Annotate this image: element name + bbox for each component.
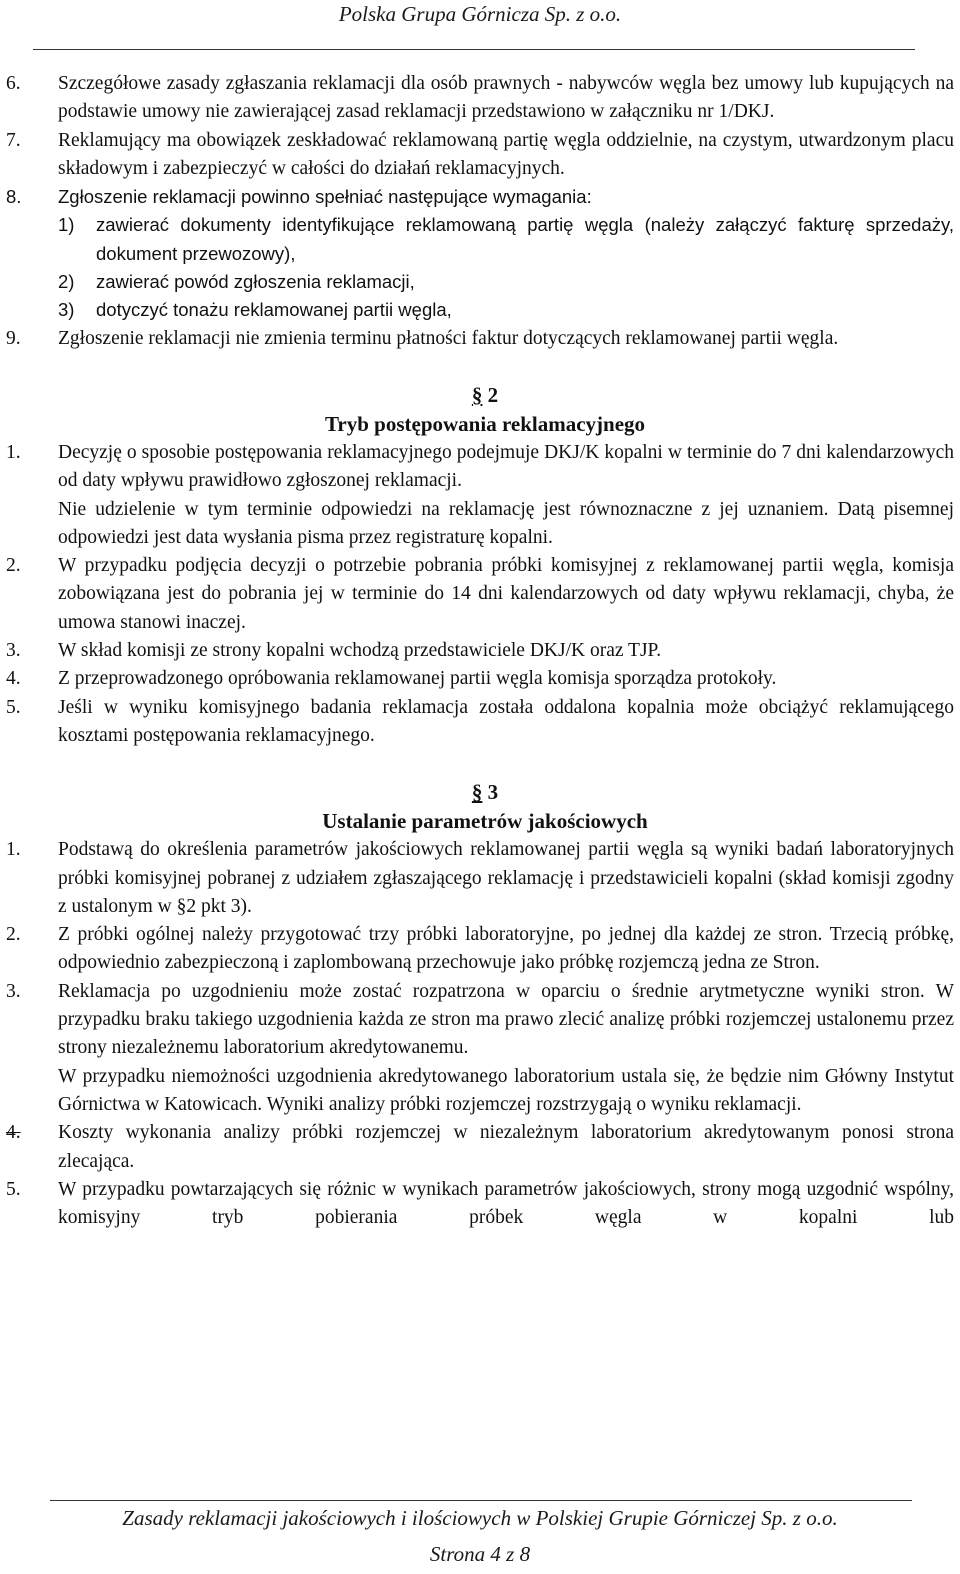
section-title: Tryb postępowania reklamacyjnego (324, 411, 646, 436)
item-number: 9. (6, 327, 21, 349)
item-number: 5. (6, 1178, 21, 1200)
item-text: Z przeprowadzonego opróbowania reklamowanej partii węgla komisja sporządza protokoły. (58, 668, 777, 690)
item-text: Zgłoszenie reklamacji nie zmienia terminu płatności faktur dotyczących reklamowanej partii węgla. (58, 327, 839, 349)
item-number: 6. (6, 73, 21, 94)
list-item (6, 694, 954, 751)
section-number-value: 3 (487, 780, 499, 805)
item-number: 8. (6, 186, 22, 208)
list-item (6, 70, 954, 127)
sub-item (58, 211, 954, 268)
list-item (6, 127, 954, 184)
sub-item (58, 296, 954, 324)
list-item (6, 836, 954, 921)
page-number: Strona 4 z 8 (429, 1542, 531, 1566)
item-number: 1. (6, 441, 21, 463)
document-body (6, 70, 954, 1232)
item-number: 1. (6, 839, 21, 861)
list-item (6, 552, 954, 637)
footer-divider (50, 1500, 912, 1501)
item-number: 3. (6, 640, 21, 662)
header-divider (33, 49, 915, 50)
list-item (6, 978, 954, 1063)
list-item (6, 183, 954, 324)
document-header: Polska Grupa Górnicza Sp. z o.o. (338, 2, 622, 26)
list-item (6, 637, 954, 665)
item-text: W przypadku podjęcia decyzji o potrzebie pobrania próbki komisyjnej z reklamowanej partii węgla, komisja zobowiązana jest do pobrania jej w terminie do 14 dni kalendarzowych od daty wpływu reklamacji, chyba, że umowa stanowi inaczej. (58, 555, 954, 633)
item-number: 5. (6, 696, 21, 718)
sub-item-number: 1) (58, 214, 75, 236)
section-title: Ustalanie parametrów jakościowych (322, 809, 648, 834)
list-item (6, 665, 954, 693)
section-number-value: 2 (487, 382, 499, 407)
sub-item-text: dotyczyć tonażu reklamowanej partii węgla, (96, 299, 452, 321)
item-text: Podstawą do określenia parametrów jakościowych reklamowanej partii węgla są wyniki badań laboratoryjnych próbki komisyjnej pobranej z udziałem zgłaszającego reklamację i przedstawicieli kopalni (skład komisji zgodny z ustalonym w §2 pkt 3). (58, 839, 954, 917)
item-number: 2. (6, 555, 21, 577)
paragraph-sign: § (471, 382, 483, 407)
list-item (6, 1063, 954, 1120)
sub-item-text: zawierać powód zgłoszenia reklamacji, (96, 271, 415, 293)
sub-item (58, 268, 954, 296)
item-text: W przypadku niemożności uzgodnienia akredytowanego laboratorium ustala się, że będzie nim Główny Instytut Górnictwa w Katowicach. Wyniki analizy próbki rozjemczej rozstrzygają o wyniku reklamacji. (58, 1065, 954, 1115)
list-item (6, 1176, 954, 1233)
list-item (6, 439, 954, 496)
item-text: Decyzję o sposobie postępowania reklamacyjnego podejmuje DKJ/K kopalni w terminie do 7 dni kalendarzowych od daty wpływu prawidłowo zgłoszonej reklamacji. (58, 441, 954, 492)
item-text: Reklamacja po uzgodnieniu może zostać rozpatrzona w oparciu o średnie arytmetyczne wyniki stron. W przypadku braku takiego uzgodnienia każda ze stron ma prawo zlecić analizę próbki rozjemczej ustalonemu przez strony niezależnemu laboratorium akredytowanemu. (58, 980, 954, 1059)
item-number: 2. (6, 924, 21, 946)
list-item (6, 1119, 954, 1176)
item-text: Reklamujący ma obowiązek zeskładować reklamowaną partię węgla oddzielnie, na czystym, utwardzonym placu składowym i zabezpieczyć w całości do działań reklamacyjnych. (58, 129, 954, 179)
section-number (6, 381, 954, 409)
item-number: 3. (6, 980, 21, 1002)
item-text: Zgłoszenie reklamacji powinno spełniać następujące wymagania: (58, 186, 592, 208)
item-number: 7. (6, 129, 21, 151)
item-text: Koszty wykonania analizy próbki rozjemczej w niezależnym laboratorium akredytowanym ponosi strona zlecająca. (58, 1122, 954, 1172)
item-text: Szczegółowe zasady zgłaszania reklamacji dla osób prawnych - nabywców węgla bez umowy lub kupujących na podstawie umowy nie zawierającej zasad reklamacji przedstawiono w załączniku nr 1/DKJ. (58, 73, 954, 123)
list-item (6, 496, 954, 553)
item-text: Z próbki ogólnej należy przygotować trzy próbki laboratoryjne, po jednej dla każdej ze stron. Trzecią próbkę, odpowiednio zabezpieczoną i zaplombowaną przechowuje jako próbkę rozjemczą jedna ze Stron. (58, 924, 954, 974)
sub-item-number: 3) (58, 299, 75, 321)
item-text: W przypadku powtarzających się różnic w wynikach parametrów jakościowych, strony mogą uzgodnić wspólny, komisyjny tryb pobierania próbek węgla w kopalni lub (58, 1178, 954, 1229)
item-text: Jeśli w wyniku komisyjnego badania reklamacja została oddalona kopalnia może obciążyć reklamującego kosztami postępowania reklamacyjnego. (58, 696, 954, 746)
item-text: W skład komisji ze strony kopalni wchodzą przedstawiciele DKJ/K oraz TJP. (58, 640, 662, 662)
section-number (6, 778, 954, 806)
item-text: Nie udzielenie w tym terminie odpowiedzi na reklamację jest równoznaczne z jej uznaniem. Datą pisemnej odpowiedzi jest data wysłania pisma przez registraturę kopalni. (58, 498, 954, 548)
sub-item-number: 2) (58, 271, 75, 293)
item-number: 4. (6, 1122, 21, 1144)
item-number: 4. (6, 668, 21, 690)
paragraph-sign: § (471, 780, 483, 805)
sub-item-text: zawierać dokumenty identyfikujące reklamowaną partię węgla (należy załączyć fakturę sprzedaży, dokument przewozowy), (96, 214, 954, 264)
list-item (6, 921, 954, 978)
document-footer: Zasady reklamacji jakościowych i ilościowych w Polskiej Grupie Górniczej Sp. z o.o. (122, 1506, 838, 1530)
list-item (6, 325, 954, 353)
